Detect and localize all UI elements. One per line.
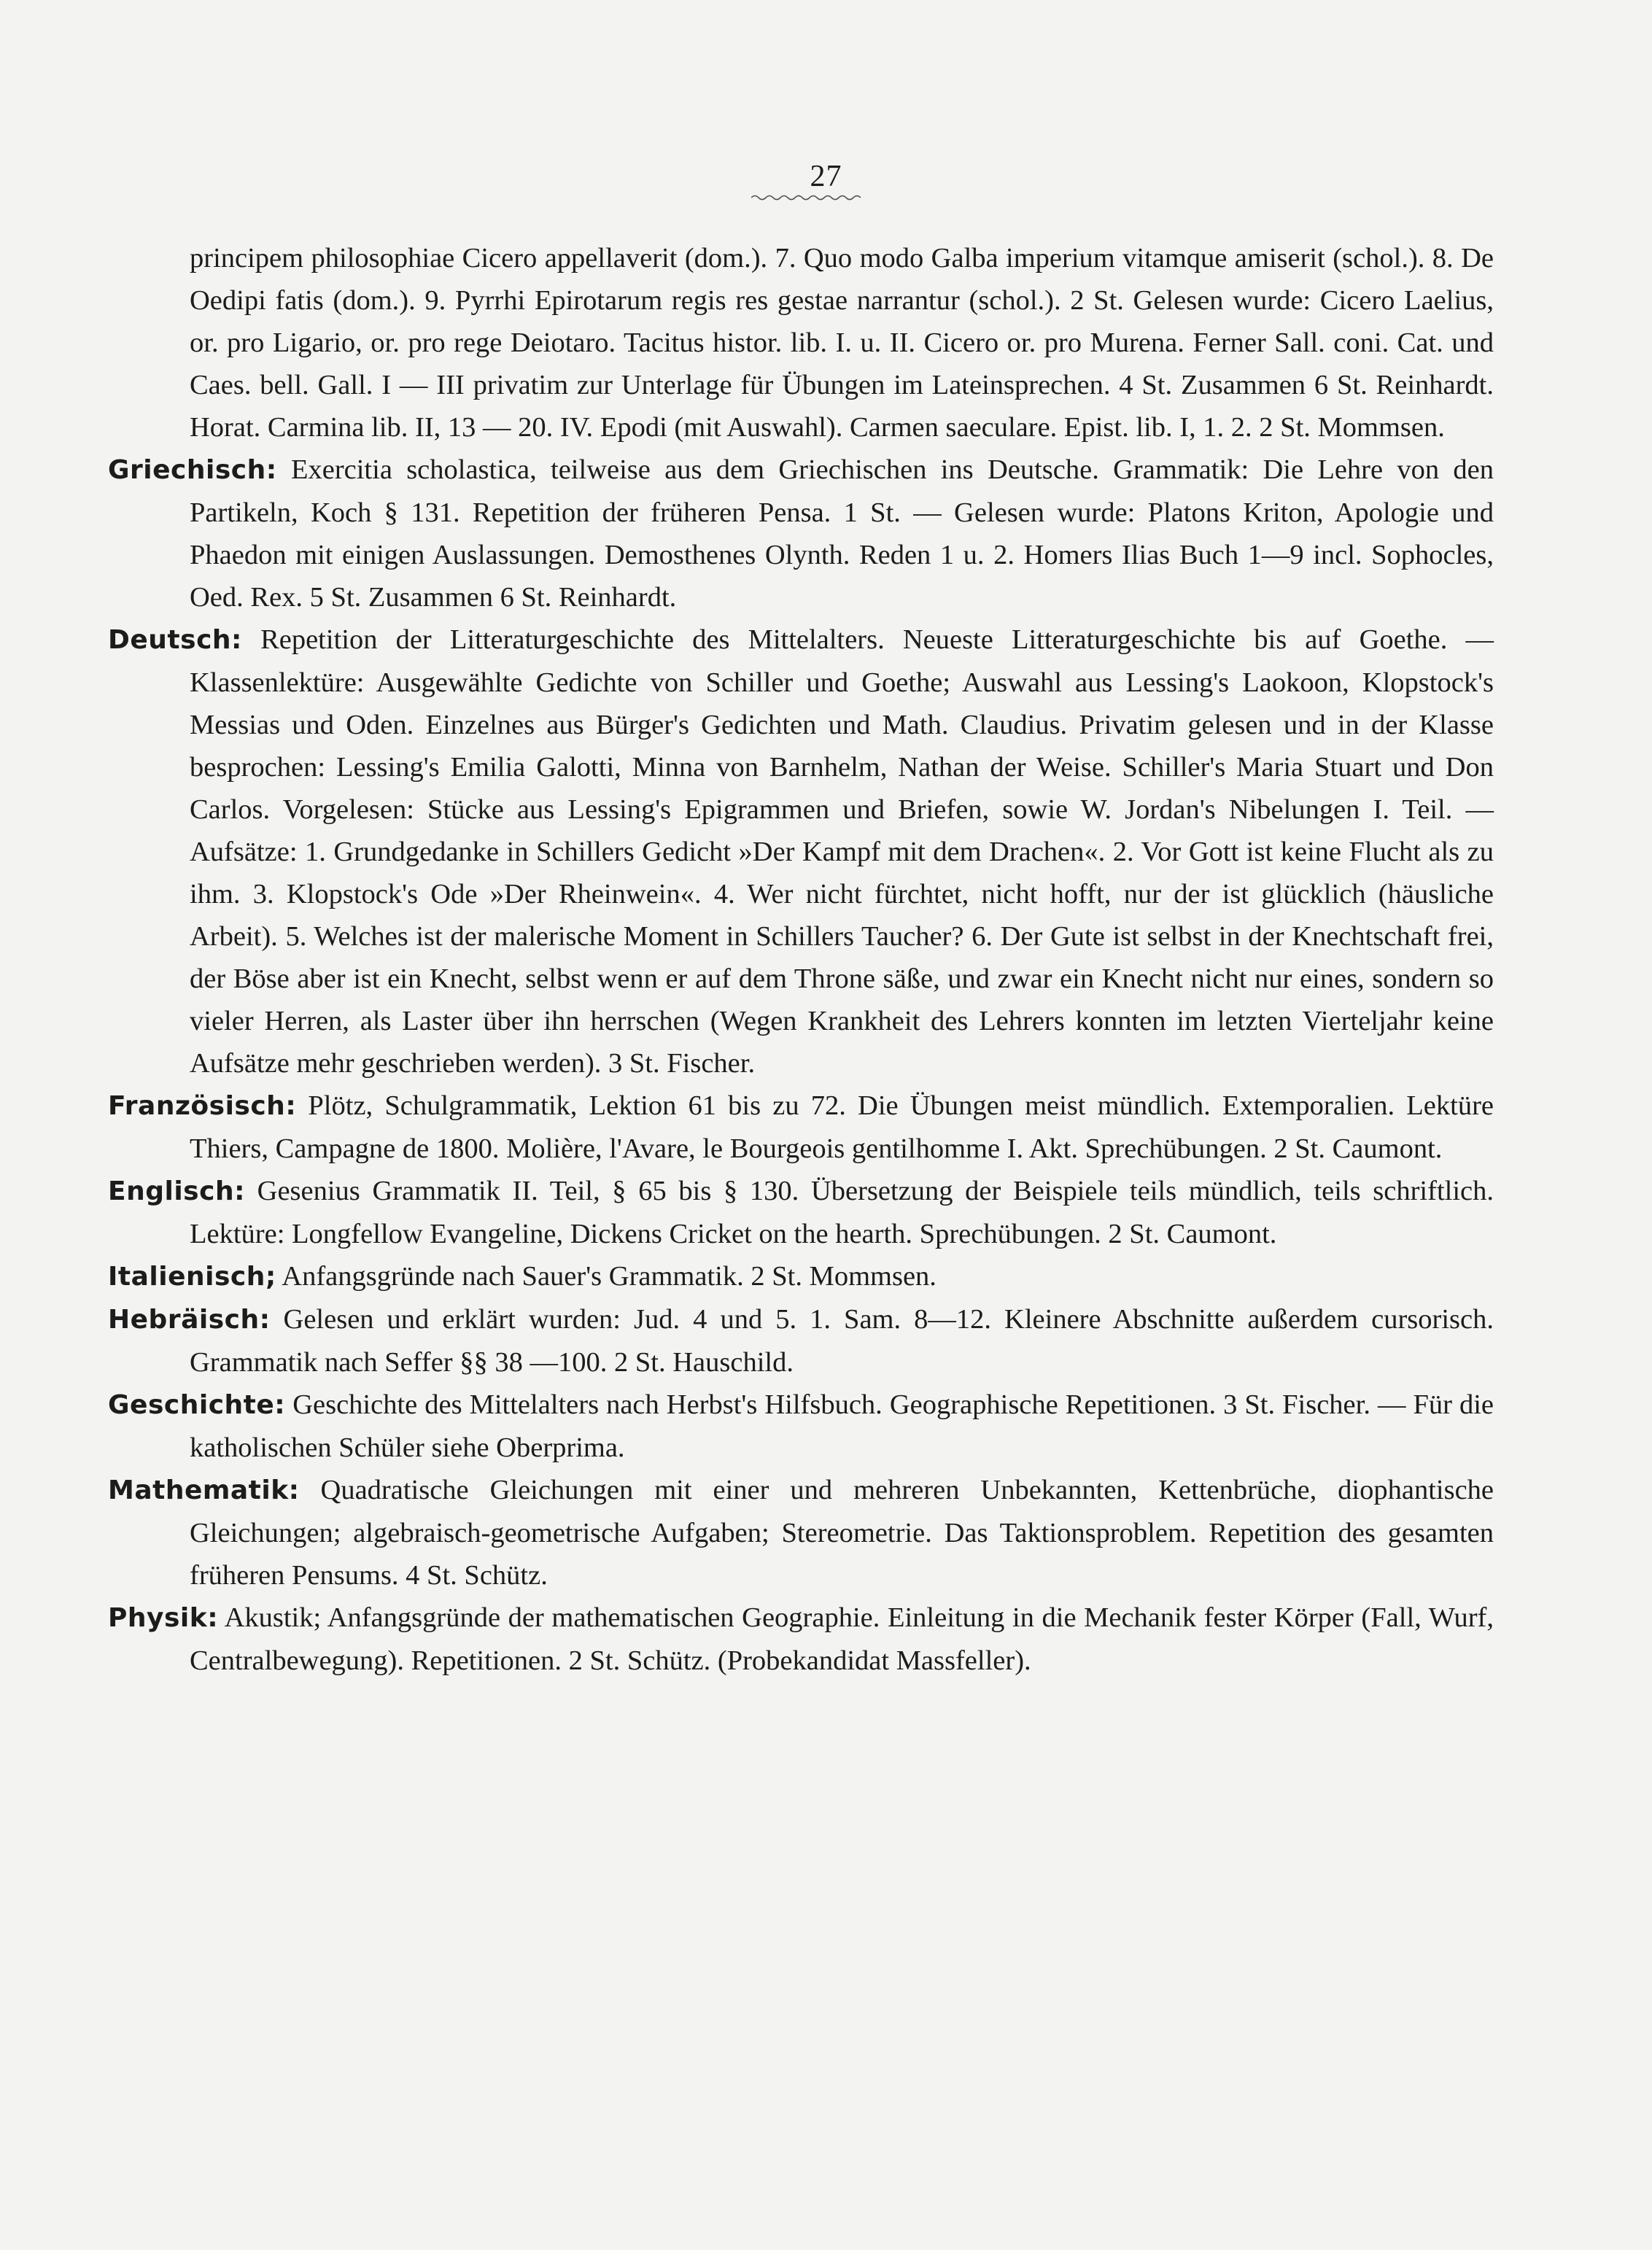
paragraph-text: Akustik; Anfangsgründe der mathematischen Geographie. Einleitung in die Mechanik fester Körper (Fall, Wurf, Centralbewegung). Repetitionen. 2 St. Schütz. (Probekandidat Massfeller). bbox=[190, 1602, 1494, 1676]
subject-heading: Italienisch; bbox=[108, 1262, 276, 1292]
paragraph-text: Exercitia scholastica, teilweise aus dem Griechischen ins Deutsche. Grammatik: Die Lehre von den Partikeln, Koch § 131. Repetition der früheren Pensa. 1 St. — Gelesen wurde: Platons Kriton, Apologie und Phaedon mit einigen Auslassungen. Demosthenes Olynth. Reden 1 u. 2. Homers Ilias Buch 1—9 incl. Sophocles, Oed. Rex. 5 St. Zusammen 6 St. Reinhardt. bbox=[190, 454, 1494, 613]
paragraph-text: Gesenius Grammatik II. Teil, § 65 bis § 130. Übersetzung der Beispiele teils mündlich, teils schriftlich. Lektüre: Longfellow Evangeline, Dickens Cricket on the hearth. Sprechübungen. 2 St. Caumont. bbox=[190, 1176, 1494, 1249]
paragraph-text: Geschichte des Mittelalters nach Herbst's Hilfsbuch. Geographische Repetitionen. 3 St. Fischer. — Für die katholischen Schüler siehe Oberprima. bbox=[190, 1389, 1494, 1463]
subject-heading: Englisch: bbox=[108, 1176, 245, 1206]
paragraph-geschichte bbox=[108, 1384, 1494, 1469]
paragraph-text: Quadratische Gleichungen mit einer und mehreren Unbekannten, Kettenbrüche, diophantische Gleichungen; algebraisch-geometrische Aufgaben; Stereometrie. Das Taktionsproblem. Repetition des gesamten früheren Pensums. 4 St. Schütz. bbox=[190, 1475, 1494, 1591]
paragraph-hebraeisch bbox=[108, 1298, 1494, 1384]
paragraph-englisch bbox=[108, 1170, 1494, 1255]
page-number: 27 bbox=[810, 160, 842, 193]
subject-heading: Physik: bbox=[108, 1603, 219, 1633]
page-number-ornament bbox=[751, 194, 861, 201]
paragraph-text: principem philosophiae Cicero appellaverit (dom.). 7. Quo modo Galba imperium vitamque amiserit (schol.). 8. De Oedipi fatis (dom.). 9. Pyrrhi Epirotarum regis res gestae narrantur (schol.). 2 St. Gelesen wurde: Cicero Laelius, or. pro Ligario, or. pro rege Deiotaro. Tacitus histor. lib. I. u. II. Cicero or. pro Murena. Ferner Sall. coni. Cat. und Caes. bell. Gall. I — III privatim zur Unterlage für Übungen im Lateinsprechen. 4 St. Zusammen 6 St. Reinhardt. Horat. Carmina lib. II, 13 — 20. IV. Epodi (mit Auswahl). Carmen saeculare. Epist. lib. I, 1. 2. 2 St. Mommsen. bbox=[190, 243, 1494, 443]
subject-heading: Deutsch: bbox=[108, 625, 242, 655]
paragraph-mathematik bbox=[108, 1469, 1494, 1597]
subject-heading: Hebräisch: bbox=[108, 1305, 271, 1335]
subject-heading: Geschichte: bbox=[108, 1390, 286, 1420]
paragraph-italienisch bbox=[108, 1255, 1494, 1298]
paragraph-text: Repetition der Litteraturgeschichte des Mittelalters. Neueste Litteraturgeschichte bis auf Goethe. — Klassenlektüre: Ausgewählte Gedichte von Schiller und Goethe; Auswahl aus Lessing's Laokoon, Klopstock's Messias und Oden. Einzelnes aus Bürger's Gedichten und Math. Claudius. Privatim gelesen und in der Klasse besprochen: Lessing's Emilia Galotti, Minna von Barnhelm, Nathan der Weise. Schiller's Maria Stuart und Don Carlos. Vorgelesen: Stücke aus Lessing's Epigrammen und Briefen, sowie W. Jordan's Nibelungen I. Teil. — Aufsätze: 1. Grundgedanke in Schillers Gedicht »Der Kampf mit dem Drachen«. 2. Vor Gott ist keine Flucht als zu ihm. 3. Klopstock's Ode »Der Rheinwein«. 4. Wer nicht fürchtet, nicht hofft, nur der ist glücklich (häusliche Arbeit). 5. Welches ist der malerische Moment in Schillers Taucher? 6. Der Gute ist selbst in der Knechtschaft frei, der Böse aber ist ein Knecht, selbst wenn er auf dem Throne säße, und zwar ein Knecht nicht nur eines, sondern so vieler Herren, als Laster über ihn herrschen (Wegen Krankheit des Lehrers konnten im letzten Vierteljahr keine Aufsätze mehr geschrieben werden). 3 St. Fischer. bbox=[190, 624, 1494, 1079]
paragraph-physik bbox=[108, 1597, 1494, 1682]
paragraph-text: Plötz, Schulgrammatik, Lektion 61 bis zu 72. Die Übungen meist mündlich. Extemporalien. Lektüre Thiers, Campagne de 1800. Molière, l'Avare, le Bourgeois gentilhomme I. Akt. Sprechübungen. 2 St. Caumont. bbox=[190, 1090, 1494, 1164]
paragraph-text: Gelesen und erklärt wurden: Jud. 4 und 5. 1. Sam. 8—12. Kleinere Abschnitte außerdem cursorisch. Grammatik nach Seffer §§ 38 —100. 2 St. Hauschild. bbox=[190, 1304, 1494, 1378]
paragraph-latin-continuation bbox=[108, 237, 1494, 449]
document-body bbox=[108, 237, 1494, 1682]
paragraph-franzoesisch bbox=[108, 1085, 1494, 1170]
subject-heading: Griechisch: bbox=[108, 455, 277, 485]
subject-heading: Mathematik: bbox=[108, 1475, 300, 1505]
paragraph-deutsch bbox=[108, 618, 1494, 1085]
subject-heading: Französisch: bbox=[108, 1091, 297, 1121]
paragraph-griechisch bbox=[108, 449, 1494, 618]
paragraph-text: Anfangsgründe nach Sauer's Grammatik. 2 St. Mommsen. bbox=[282, 1261, 936, 1292]
